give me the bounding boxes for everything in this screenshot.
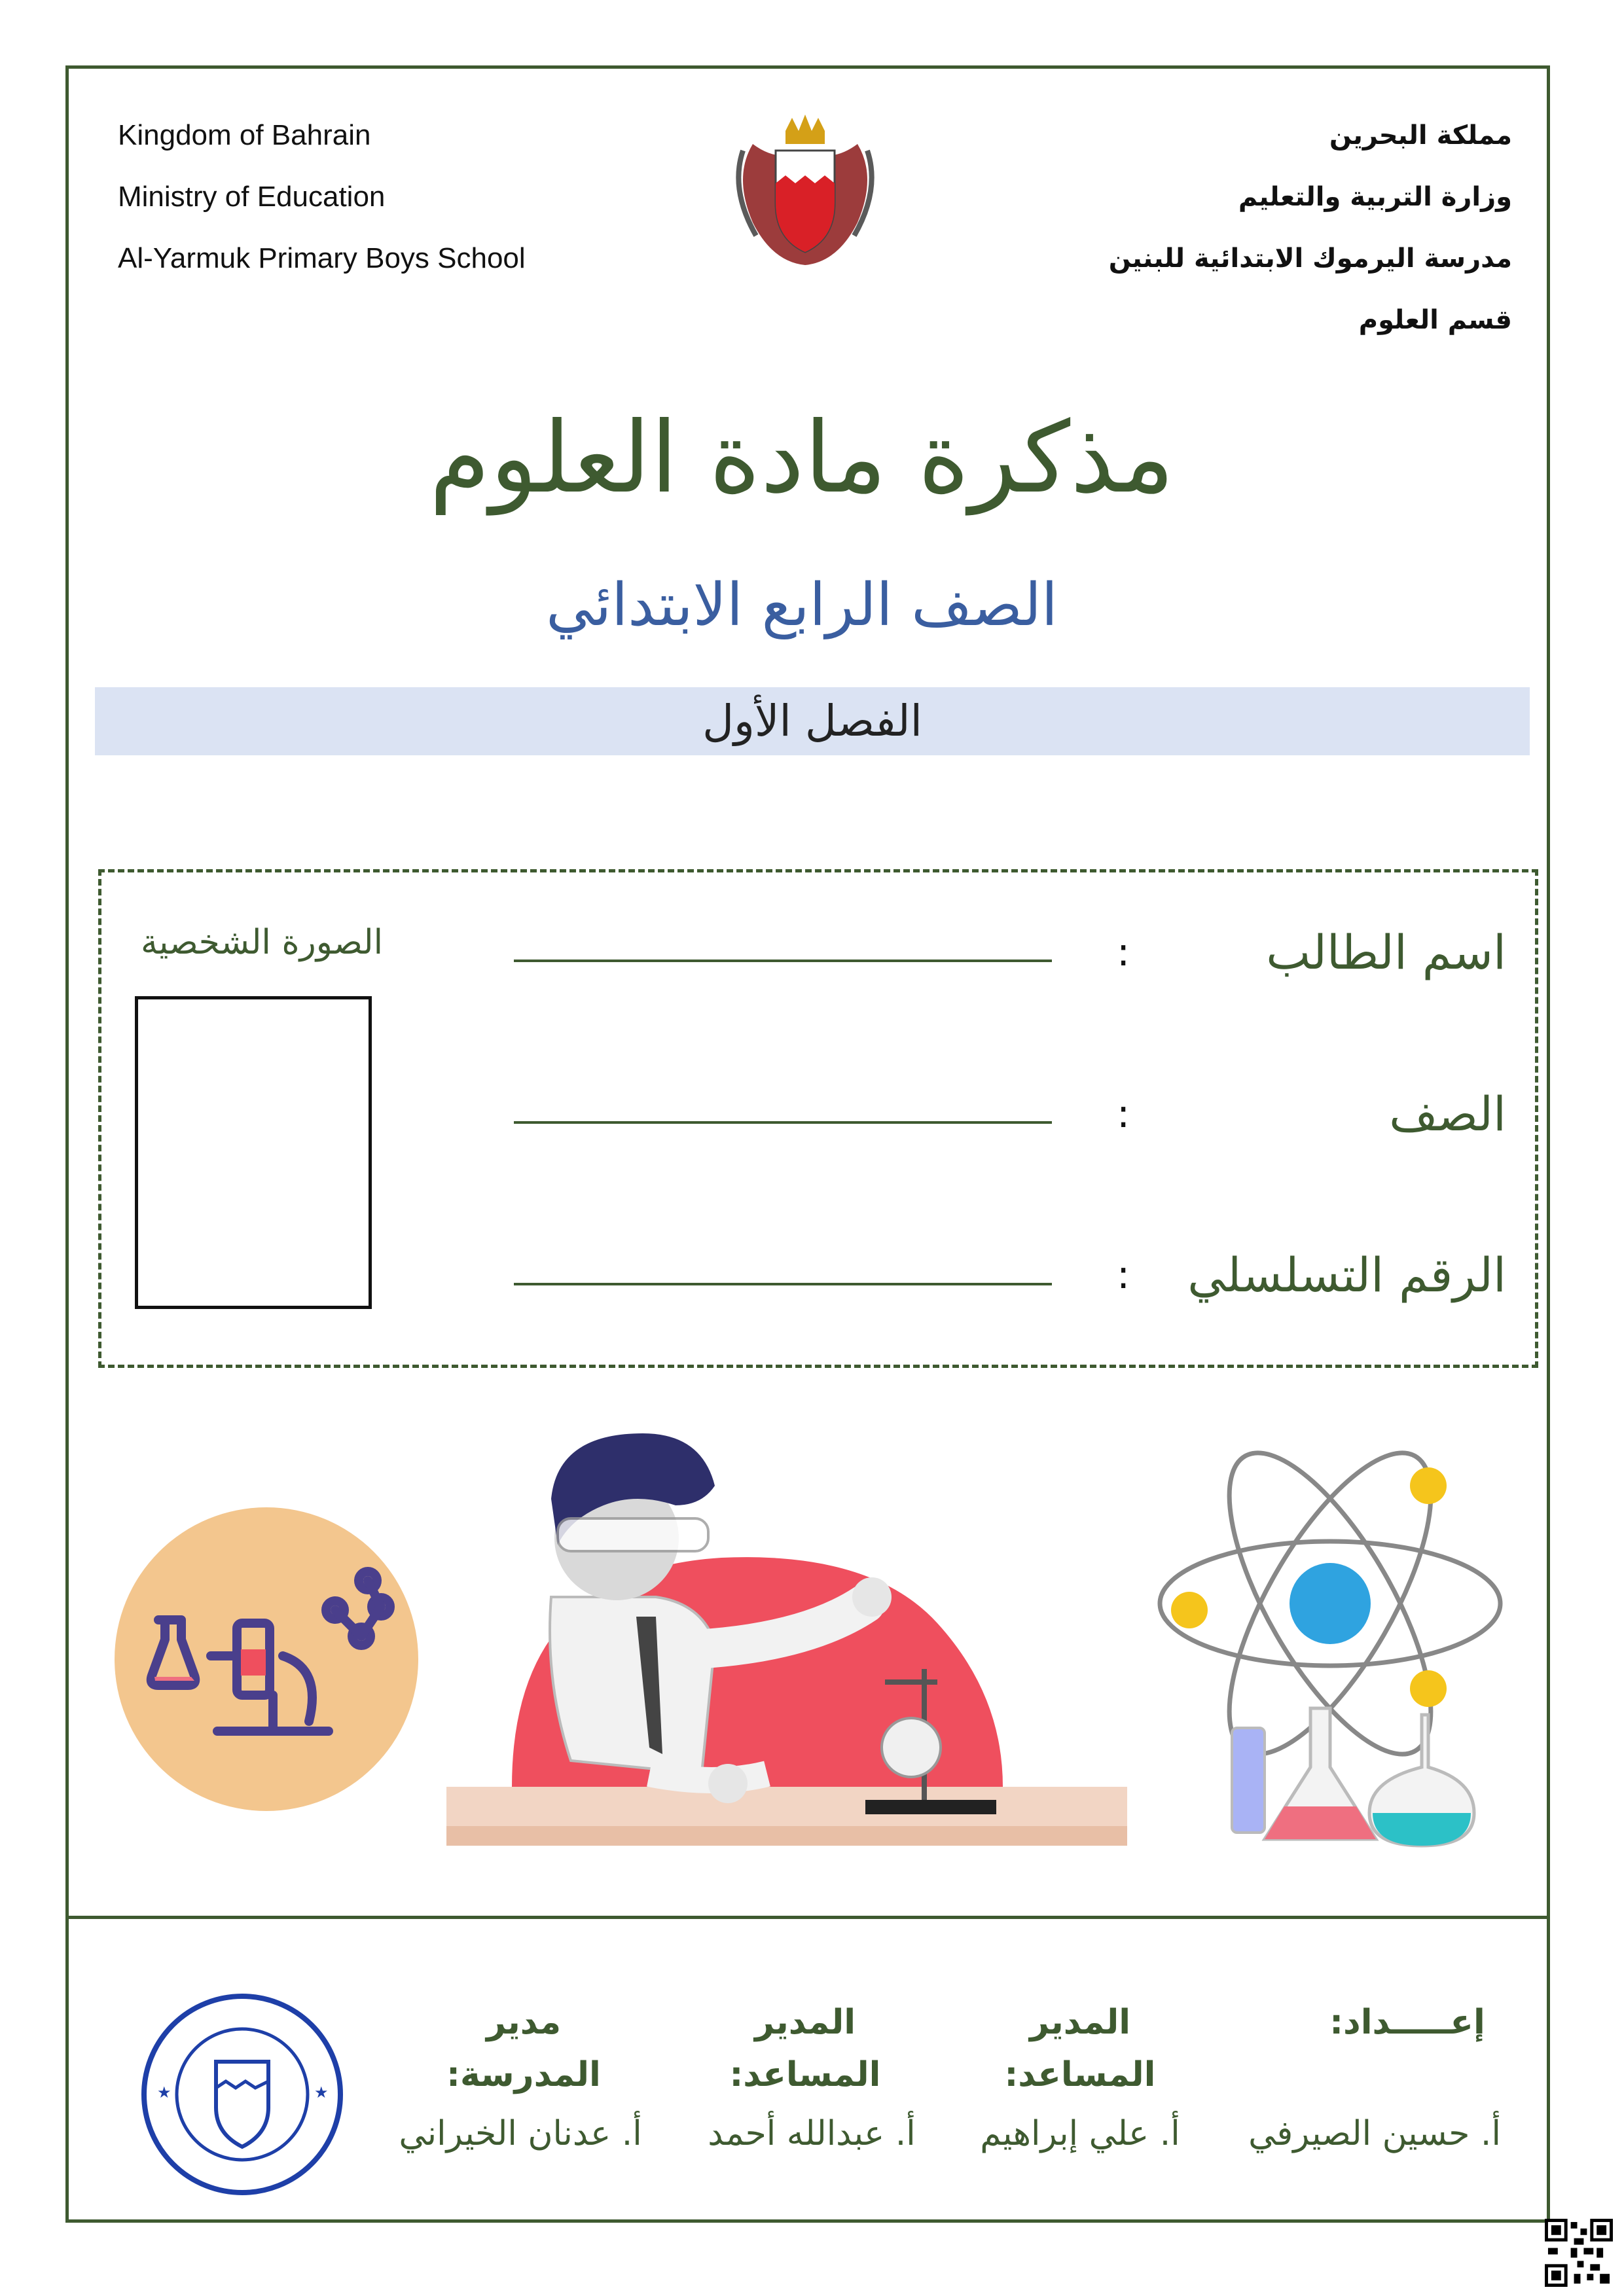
header-country: Kingdom of Bahrain <box>118 119 371 151</box>
assistant-principal-1-title: المدير المساعد: <box>1004 2003 1156 2094</box>
assistant-principal-2-name: أ. عبدالله أحمد <box>708 2114 916 2153</box>
header-department-ar: قسم العلوم <box>1358 305 1512 335</box>
atom-icon <box>1153 1427 1513 1859</box>
principal-name: أ. عدنان الخيراني <box>399 2114 642 2153</box>
school-stamp <box>137 1990 347 2199</box>
class-line[interactable] <box>514 1121 1052 1124</box>
student-name-line[interactable] <box>514 960 1052 962</box>
prepared-by-title: إعـــــداد: <box>1329 2003 1485 2042</box>
bahrain-emblem-icon <box>727 105 884 268</box>
header-school-ar: مدرسة اليرموك الابتدائية للبنين <box>1108 243 1512 274</box>
grade-subtitle: الصف الرابع الابتدائي <box>546 571 1058 639</box>
header-country-ar: مملكة البحرين <box>1329 120 1512 151</box>
prepared-by-name: أ. حسين الصيرفي <box>1248 2114 1501 2153</box>
scientist-illustration <box>440 1407 1134 1892</box>
photo-label: الصورة الشخصية <box>140 923 384 962</box>
microscope-icon <box>113 1505 420 1813</box>
serial-number-colon: : <box>1117 1252 1130 1298</box>
svg-text:★: ★ <box>157 2083 171 2102</box>
header-ministry-ar: وزارة التربية والتعليم <box>1238 182 1512 212</box>
header-school: Al-Yarmuk Primary Boys School <box>118 242 526 274</box>
student-name-colon: : <box>1117 929 1130 975</box>
footer-divider <box>65 1916 1550 1919</box>
svg-text:★: ★ <box>314 2083 329 2102</box>
class-label: الصف <box>1389 1086 1506 1141</box>
assistant-principal-1-name: أ. علي إبراهيم <box>980 2114 1180 2153</box>
header-ministry: Ministry of Education <box>118 181 386 213</box>
photo-box[interactable] <box>135 996 372 1309</box>
principal-title: مدير المدرسة: <box>446 2003 601 2094</box>
class-colon: : <box>1117 1091 1130 1137</box>
assistant-principal-2-title: المدير المساعد: <box>729 2003 881 2094</box>
serial-number-line[interactable] <box>514 1283 1052 1285</box>
student-name-label: اسم الطالب <box>1266 925 1506 980</box>
serial-number-label: الرقم التسلسلي <box>1187 1247 1506 1302</box>
term-banner: الفصل الأول <box>95 687 1530 755</box>
qr-code-icon <box>1545 2219 1613 2287</box>
header-arabic <box>1047 105 1512 351</box>
header-english <box>118 105 615 289</box>
page-title: مذكرة مادة العلوم <box>429 401 1175 515</box>
